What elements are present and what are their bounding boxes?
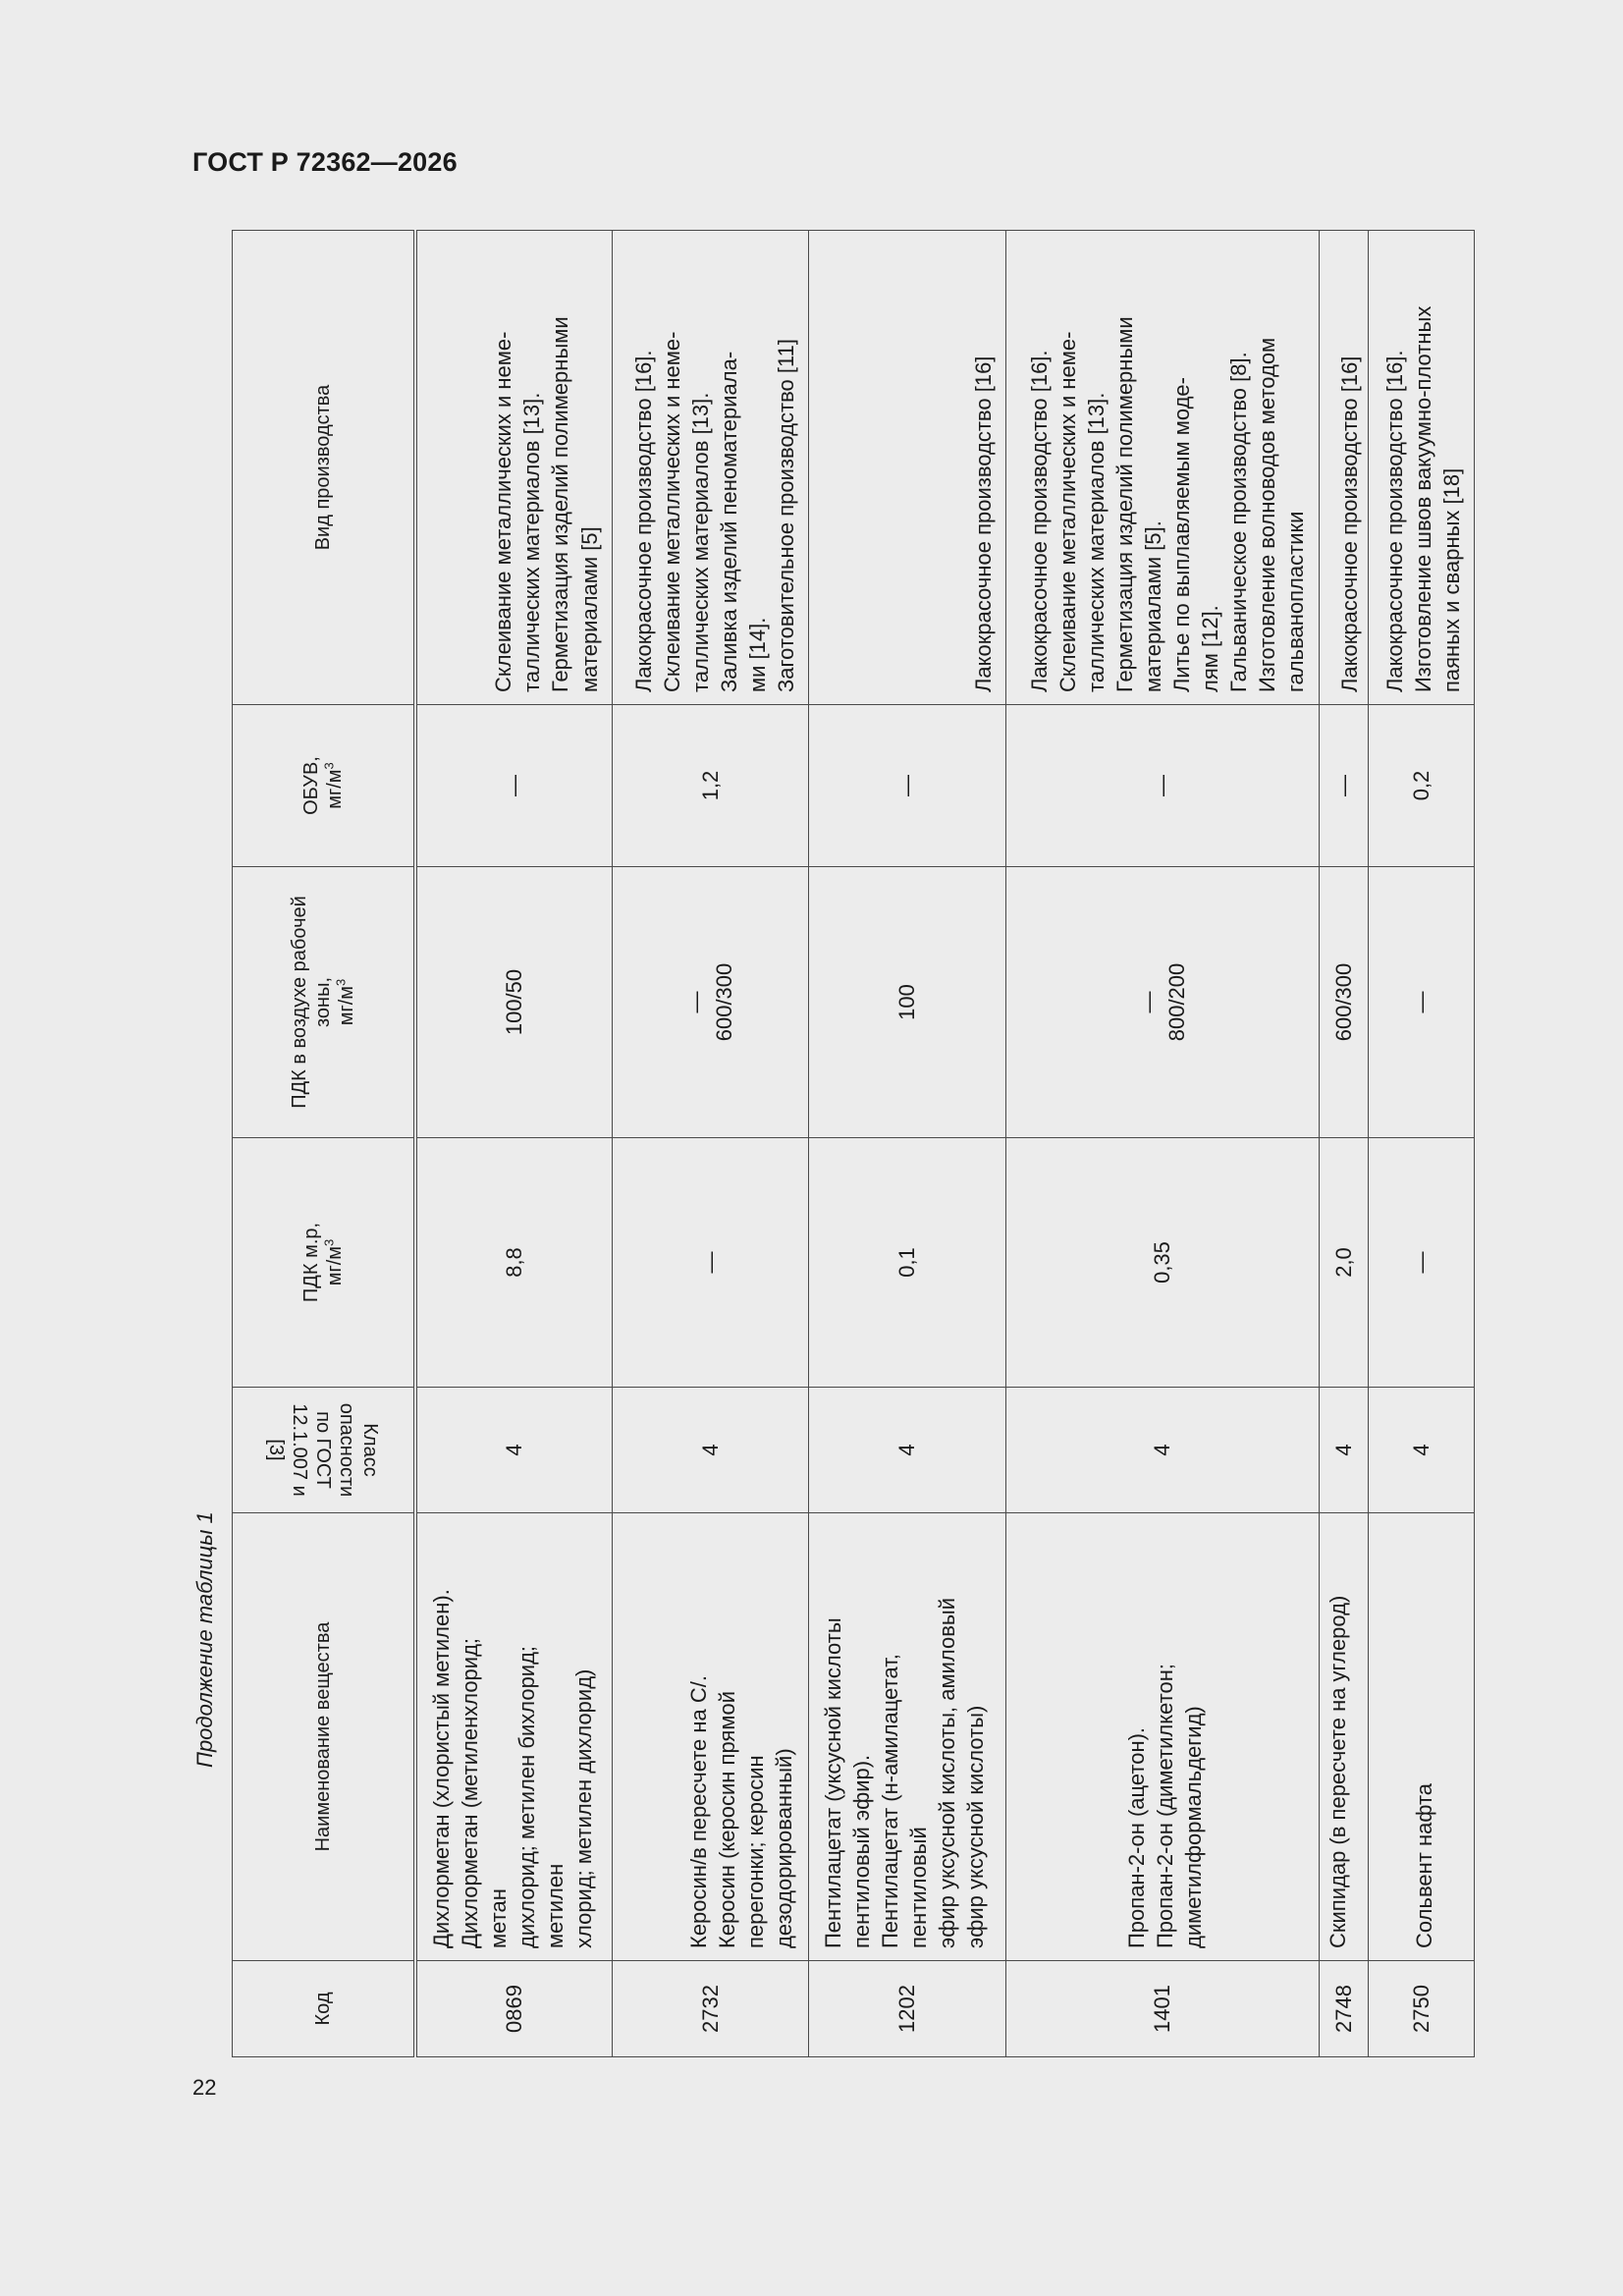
cell-pdk-mr: —	[612, 1138, 809, 1388]
cell-name: Пентилацетат (уксусной кислоты пентиловый эфир). Пентилацетат (н-амилацетат, пентиловый эфир уксусной кислоты, амиловый эфир уксусной кислоты)	[809, 1513, 1006, 1961]
unit-superscript: 3	[321, 1238, 337, 1246]
cell-production: Лакокрасочное производство [16]. Склеивание металлических и неме- таллических материалов [13]. Герметизация изделий полимерными материалами [5]. Литье по выплавляемым моде- лям [12]. Гальваническое производство [8]. Изготовление волноводов методом гальванопластики	[1005, 231, 1319, 705]
table-row	[1005, 231, 1319, 2057]
cell-code: 2750	[1368, 1961, 1474, 2057]
table-continuation-label: Продолжение таблицы 1	[192, 1511, 217, 1768]
cell-hazard-class: 4	[1319, 1388, 1368, 1513]
cell-obuv: —	[1319, 705, 1368, 867]
table-header-row	[233, 231, 415, 2057]
header-code: Код	[233, 1961, 415, 2057]
cell-name: Пропан-2-он (ацетон). Пропан-2-он (диметилкетон; диметилформальдегид)	[1005, 1513, 1319, 1961]
header-pdk-mr-label: ПДК м.р,	[299, 1222, 322, 1303]
cell-name: Скипидар (в пересчете на углерод)	[1319, 1513, 1368, 1961]
cell-production: Лакокрасочное производство [16]	[1319, 231, 1368, 705]
table-row	[415, 231, 613, 2057]
document-header: ГОСТ Р 72362—2026	[192, 147, 458, 177]
table-row	[1368, 231, 1474, 2057]
table-row	[809, 231, 1006, 2057]
substances-table	[232, 230, 1475, 2057]
cell-hazard-class: 4	[809, 1388, 1006, 1513]
cell-pdk-work: 100	[809, 867, 1006, 1138]
table-row	[612, 231, 809, 2057]
cell-code: 0869	[415, 1961, 613, 2057]
header-obuv-unit: мг/м	[323, 769, 346, 809]
cell-pdk-work: — 600/300	[612, 867, 809, 1138]
cell-obuv: —	[415, 705, 613, 867]
cell-production: Лакокрасочное производство [16]	[809, 231, 1006, 705]
cell-production: Лакокрасочное производство [16]. Изготовление швов вакуумно-плотных паяных и сварных [18]	[1368, 231, 1474, 705]
cell-pdk-work: — 800/200	[1005, 867, 1319, 1138]
header-pdk-work-unit: мг/м	[335, 985, 357, 1026]
cell-pdk-mr: 8,8	[415, 1138, 613, 1388]
cell-pdk-work: 100/50	[415, 867, 613, 1138]
unit-superscript: 3	[333, 978, 349, 986]
cell-obuv: —	[809, 705, 1006, 867]
cell-name: Дихлорметан (хлористый метилен). Дихлорметан (метиленхлорид; метан дихлорид; метилен бихлорид; метилен хлорид; метилен дихлорид)	[415, 1513, 613, 1961]
cell-obuv: 0,2	[1368, 705, 1474, 867]
cell-obuv: —	[1005, 705, 1319, 867]
page-number: 22	[192, 2075, 217, 2100]
header-pdk-work	[233, 867, 415, 1138]
cell-code: 2732	[612, 1961, 809, 2057]
cell-production: Лакокрасочное производство [16]. Склеивание металлических и неме- таллических материалов [13]. Заливка изделий пеноматериала- ми [14]. Заготовительное производство [11]	[612, 231, 809, 705]
cell-code: 1401	[1005, 1961, 1319, 2057]
header-name: Наименование вещества	[233, 1513, 415, 1961]
header-pdk-work-label: ПДК в воздухе рабочей зоны,	[288, 896, 334, 1109]
cell-hazard-class: 4	[1005, 1388, 1319, 1513]
cell-hazard-class: 4	[612, 1388, 809, 1513]
header-obuv-label: ОБУВ,	[299, 756, 322, 815]
cell-pdk-work: 600/300	[1319, 867, 1368, 1138]
cell-pdk-work: —	[1368, 867, 1474, 1138]
header-pdk-mr-unit: мг/м	[323, 1245, 346, 1286]
cell-production: Склеивание металлических и неме- таллических материалов [13]. Герметизация изделий полимерными материалами [5]	[415, 231, 613, 705]
cell-name: Керосин/в пересчете на С/. Керосин (керосин прямой перегонки; керосин дезодорированный)	[612, 1513, 809, 1961]
cell-pdk-mr: 2,0	[1319, 1138, 1368, 1388]
cell-obuv: 1,2	[612, 705, 809, 867]
rotated-table-container	[232, 231, 1475, 2057]
cell-hazard-class: 4	[415, 1388, 613, 1513]
cell-code: 1202	[809, 1961, 1006, 2057]
cell-pdk-mr: 0,35	[1005, 1138, 1319, 1388]
header-pdk-mr	[233, 1138, 415, 1388]
header-hazard-class	[233, 1388, 415, 1513]
header-hazard-class-text: Класс опасности по ГОСТ 12.1.007 и [3]	[264, 1402, 381, 1498]
unit-superscript: 3	[321, 762, 337, 770]
cell-pdk-mr: 0,1	[809, 1138, 1006, 1388]
table-row	[1319, 231, 1368, 2057]
cell-pdk-mr: —	[1368, 1138, 1474, 1388]
header-production: Вид производства	[233, 231, 415, 705]
cell-code: 2748	[1319, 1961, 1368, 2057]
cell-name: Сольвент нафта	[1368, 1513, 1474, 1961]
cell-hazard-class: 4	[1368, 1388, 1474, 1513]
header-obuv	[233, 705, 415, 867]
